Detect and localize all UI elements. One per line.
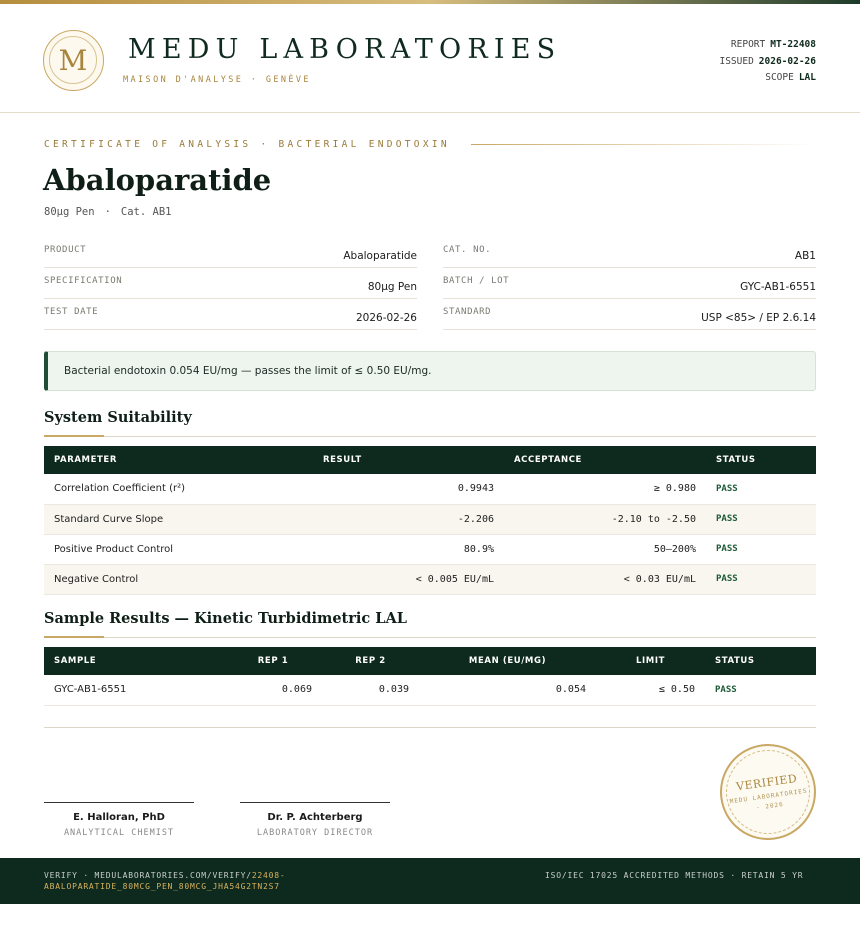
column-header: MEAN (EU/MG) [419, 647, 596, 675]
status-badge: PASS [705, 675, 816, 705]
limit-cell: ≤ 0.50 [596, 675, 705, 705]
verify-link[interactable]: VERIFY · MEDULABORATORIES.COM/VERIFY/22408-ABALOPARATIDE_80MCG_PEN_80MCG_JHA54G2TN2S7 [44, 871, 286, 891]
stamp-sub-text: MEDU LABORATORIES · 2026 [729, 787, 808, 812]
acceptance-cell: 50–200% [504, 534, 706, 564]
parameter-cell: Correlation Coefficient (r²) [44, 474, 313, 504]
table-row [44, 534, 816, 564]
report-number: REPORT MT-22408 [730, 39, 816, 50]
column-header: LIMIT [596, 647, 705, 675]
rep2-cell: 0.039 [322, 675, 419, 705]
sample-results-table [44, 647, 816, 706]
table-row [44, 675, 816, 705]
section-rule [44, 436, 816, 437]
verified-stamp [714, 738, 822, 846]
product-info-grid [44, 237, 816, 330]
page-subtitle: 80µg Pen · Cat. AB1 [44, 206, 172, 218]
result-cell: 80.9% [313, 534, 504, 564]
result-cell: < 0.005 EU/mL [313, 564, 504, 594]
column-header: REP 2 [322, 647, 419, 675]
info-row-specification: SPECIFICATION 80µg Pen [44, 268, 417, 299]
section-accent [44, 435, 104, 437]
info-row-standard: STANDARD USP <85> / EP 2.6.14 [443, 299, 816, 330]
info-column-right [443, 237, 816, 330]
result-cell: 0.9943 [313, 474, 504, 504]
info-row-batch: BATCH / LOT GYC-AB1-6551 [443, 268, 816, 299]
acceptance-cell: < 0.03 EU/mL [504, 564, 706, 594]
table-row [44, 504, 816, 534]
issued-date: ISSUED 2026-02-26 [719, 55, 816, 67]
info-row-test-date: TEST DATE 2026-02-26 [44, 299, 417, 330]
parameter-cell: Positive Product Control [44, 534, 313, 564]
stamp-main-text: VERIFIED [735, 771, 799, 794]
status-badge: PASS [706, 504, 816, 534]
sample-cell: GYC-AB1-6551 [44, 675, 224, 705]
result-banner-text: Bacterial endotoxin 0.054 EU/mg — passes the limit of ≤ 0.50 EU/mg. [64, 365, 432, 377]
parameter-cell: Negative Control [44, 564, 313, 594]
acceptance-cell: ≥ 0.980 [504, 474, 706, 504]
sample-results-title: Sample Results — Kinetic Turbidimetric LAL [44, 610, 407, 627]
info-column-left [44, 237, 417, 330]
column-header: ACCEPTANCE [504, 446, 706, 474]
header-divider [0, 112, 860, 113]
iso-note: ISO/IEC 17025 ACCREDITED METHODS · RETAIN 5 YR [545, 871, 804, 880]
signatory-name: E. Halloran, PhD [73, 812, 165, 823]
scope: SCOPE LAL [765, 72, 816, 83]
table-header-row [44, 647, 816, 675]
column-header: RESULT [313, 446, 504, 474]
signatory-role: ANALYTICAL CHEMIST [63, 828, 175, 838]
parameter-cell: Standard Curve Slope [44, 504, 313, 534]
info-row-cat-no: CAT. NO. AB1 [443, 237, 816, 268]
table-header-row [44, 446, 816, 474]
brand-tagline: MAISON D'ANALYSE · GENÈVE [123, 75, 311, 85]
status-badge: PASS [706, 474, 816, 504]
info-row-product: PRODUCT Abaloparatide [44, 237, 417, 268]
column-header: STATUS [705, 647, 816, 675]
signature-block-chemist [44, 802, 194, 838]
section-accent [44, 636, 104, 638]
report-meta [719, 37, 816, 87]
rep1-cell: 0.069 [224, 675, 322, 705]
page-title: Abaloparatide [43, 163, 272, 197]
signatory-name: Dr. P. Achterberg [267, 812, 363, 823]
logo-letter: M [49, 36, 97, 84]
table-row [44, 474, 816, 504]
system-suitability-title: System Suitability [44, 409, 192, 426]
column-header: SAMPLE [44, 647, 224, 675]
table-row [44, 564, 816, 594]
status-badge: PASS [706, 534, 816, 564]
signatory-role: LABORATORY DIRECTOR [256, 828, 374, 838]
footer-divider [44, 727, 816, 728]
mean-cell: 0.054 [419, 675, 596, 705]
acceptance-cell: -2.10 to -2.50 [504, 504, 706, 534]
status-badge: PASS [706, 564, 816, 594]
eyebrow-rule [471, 144, 816, 145]
signature-block-director [240, 802, 390, 838]
logo-seal [43, 30, 104, 91]
brand-name: MEDU LABORATORIES [128, 34, 562, 65]
top-accent-bar [0, 0, 860, 4]
column-header: REP 1 [224, 647, 322, 675]
column-header: STATUS [706, 446, 816, 474]
section-rule [44, 637, 816, 638]
result-banner [44, 351, 816, 391]
result-cell: -2.206 [313, 504, 504, 534]
system-suitability-table [44, 446, 816, 595]
footer-band [0, 858, 860, 904]
column-header: PARAMETER [44, 446, 313, 474]
certificate-eyebrow: CERTIFICATE OF ANALYSIS · BACTERIAL ENDOTOXIN [44, 139, 450, 150]
